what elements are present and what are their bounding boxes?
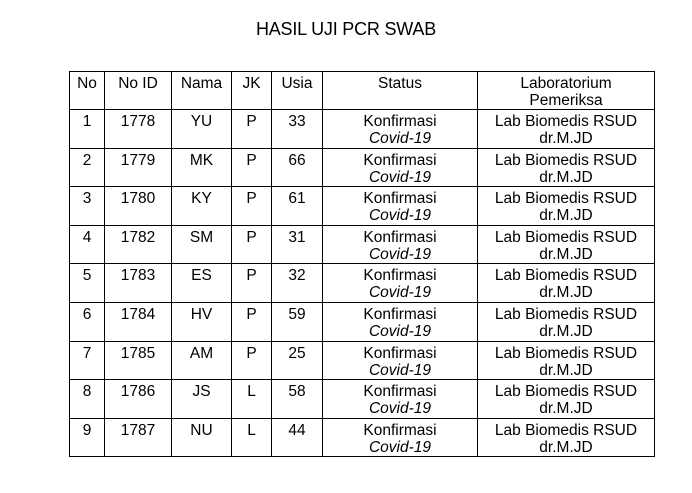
cell-usia: 31 <box>272 225 323 264</box>
cell-id: 1787 <box>105 418 172 457</box>
status-line1: Konfirmasi <box>363 305 437 323</box>
status-line1: Konfirmasi <box>363 267 437 285</box>
cell-status <box>323 187 478 226</box>
cell-status <box>323 302 478 341</box>
status-line1: Konfirmasi <box>363 151 437 169</box>
cell-nama: KY <box>172 187 232 226</box>
cell-nama: NU <box>172 418 232 457</box>
cell-usia: 58 <box>272 380 323 419</box>
cell-status <box>323 148 478 187</box>
status-line2: Covid-19 <box>368 438 432 456</box>
cell-no: 9 <box>70 418 105 457</box>
cell-no: 2 <box>70 148 105 187</box>
cell-nama: SM <box>172 225 232 264</box>
cell-lab <box>478 187 655 226</box>
lab-line1: Lab Biomedis RSUD <box>494 113 638 130</box>
table-row <box>70 110 655 149</box>
status-line1: Konfirmasi <box>363 344 437 362</box>
cell-status <box>323 380 478 419</box>
table-row <box>70 341 655 380</box>
table-row <box>70 302 655 341</box>
cell-no: 4 <box>70 225 105 264</box>
cell-usia: 66 <box>272 148 323 187</box>
lab-line2: dr.M.JD <box>539 168 593 186</box>
status-line2: Covid-19 <box>368 245 432 263</box>
lab-line1: Lab Biomedis RSUD <box>494 421 638 439</box>
table-header-row <box>70 72 655 110</box>
status-line1: Konfirmasi <box>363 228 437 246</box>
cell-jk: P <box>232 148 272 187</box>
lab-line1: Lab Biomedis RSUD <box>494 305 638 323</box>
cell-status <box>323 264 478 303</box>
cell-usia: 59 <box>272 302 323 341</box>
cell-status <box>323 418 478 457</box>
header-lab <box>478 72 655 110</box>
status-line2: Covid-19 <box>368 322 432 340</box>
table-row <box>70 187 655 226</box>
cell-jk: P <box>232 225 272 264</box>
header-usia: Usia <box>272 72 323 110</box>
cell-no: 8 <box>70 380 105 419</box>
status-line1: Konfirmasi <box>363 190 437 208</box>
cell-no: 6 <box>70 302 105 341</box>
cell-id: 1779 <box>105 148 172 187</box>
cell-id: 1784 <box>105 302 172 341</box>
cell-jk: P <box>232 341 272 380</box>
cell-status <box>323 341 478 380</box>
status-line2: Covid-19 <box>368 130 432 147</box>
cell-nama: MK <box>172 148 232 187</box>
cell-id: 1778 <box>105 110 172 149</box>
cell-status <box>323 225 478 264</box>
status-line1: Konfirmasi <box>363 421 437 439</box>
cell-id: 1783 <box>105 264 172 303</box>
cell-no: 1 <box>70 110 105 149</box>
lab-line1: Lab Biomedis RSUD <box>494 267 638 285</box>
cell-nama: AM <box>172 341 232 380</box>
cell-no: 5 <box>70 264 105 303</box>
cell-lab <box>478 341 655 380</box>
header-lab-line1: Laboratorium <box>520 75 612 92</box>
cell-usia: 32 <box>272 264 323 303</box>
cell-lab <box>478 418 655 457</box>
lab-line2: dr.M.JD <box>539 361 593 379</box>
cell-id: 1782 <box>105 225 172 264</box>
cell-jk: L <box>232 418 272 457</box>
cell-no: 7 <box>70 341 105 380</box>
cell-jk: P <box>232 302 272 341</box>
lab-line1: Lab Biomedis RSUD <box>494 344 638 362</box>
cell-lab <box>478 264 655 303</box>
lab-line1: Lab Biomedis RSUD <box>494 151 638 169</box>
lab-line1: Lab Biomedis RSUD <box>494 190 638 208</box>
status-line1: Konfirmasi <box>363 383 437 401</box>
cell-lab <box>478 148 655 187</box>
status-line2: Covid-19 <box>368 207 432 225</box>
cell-nama: ES <box>172 264 232 303</box>
header-id: No ID <box>105 72 172 110</box>
status-line2: Covid-19 <box>368 361 432 379</box>
header-nama: Nama <box>172 72 232 110</box>
header-jk: JK <box>232 72 272 110</box>
cell-lab <box>478 380 655 419</box>
cell-nama: HV <box>172 302 232 341</box>
lab-line2: dr.M.JD <box>539 400 593 418</box>
table-row <box>70 148 655 187</box>
cell-lab <box>478 110 655 149</box>
cell-id: 1785 <box>105 341 172 380</box>
status-line2: Covid-19 <box>368 400 432 418</box>
lab-line2: dr.M.JD <box>539 245 593 263</box>
table-row <box>70 418 655 457</box>
lab-line2: dr.M.JD <box>539 322 593 340</box>
header-no: No <box>70 72 105 110</box>
cell-jk: P <box>232 264 272 303</box>
lab-line2: dr.M.JD <box>539 438 593 456</box>
table-row <box>70 264 655 303</box>
cell-usia: 61 <box>272 187 323 226</box>
pcr-results-table <box>69 71 655 457</box>
status-line1: Konfirmasi <box>363 113 437 130</box>
cell-nama: JS <box>172 380 232 419</box>
status-line2: Covid-19 <box>368 284 432 302</box>
lab-line1: Lab Biomedis RSUD <box>494 383 638 401</box>
lab-line2: dr.M.JD <box>539 207 593 225</box>
lab-line1: Lab Biomedis RSUD <box>494 228 638 246</box>
cell-usia: 33 <box>272 110 323 149</box>
table-row <box>70 380 655 419</box>
cell-lab <box>478 302 655 341</box>
status-line2: Covid-19 <box>368 168 432 186</box>
cell-nama: YU <box>172 110 232 149</box>
cell-jk: P <box>232 110 272 149</box>
cell-lab <box>478 225 655 264</box>
cell-jk: P <box>232 187 272 226</box>
header-lab-line2: Pemeriksa <box>529 92 603 109</box>
page-title: HASIL UJI PCR SWAB <box>255 19 437 39</box>
table-row <box>70 225 655 264</box>
cell-jk: L <box>232 380 272 419</box>
lab-line2: dr.M.JD <box>539 130 593 147</box>
cell-no: 3 <box>70 187 105 226</box>
lab-line2: dr.M.JD <box>539 284 593 302</box>
cell-id: 1786 <box>105 380 172 419</box>
header-status: Status <box>323 72 478 110</box>
cell-usia: 25 <box>272 341 323 380</box>
cell-status <box>323 110 478 149</box>
cell-id: 1780 <box>105 187 172 226</box>
cell-usia: 44 <box>272 418 323 457</box>
